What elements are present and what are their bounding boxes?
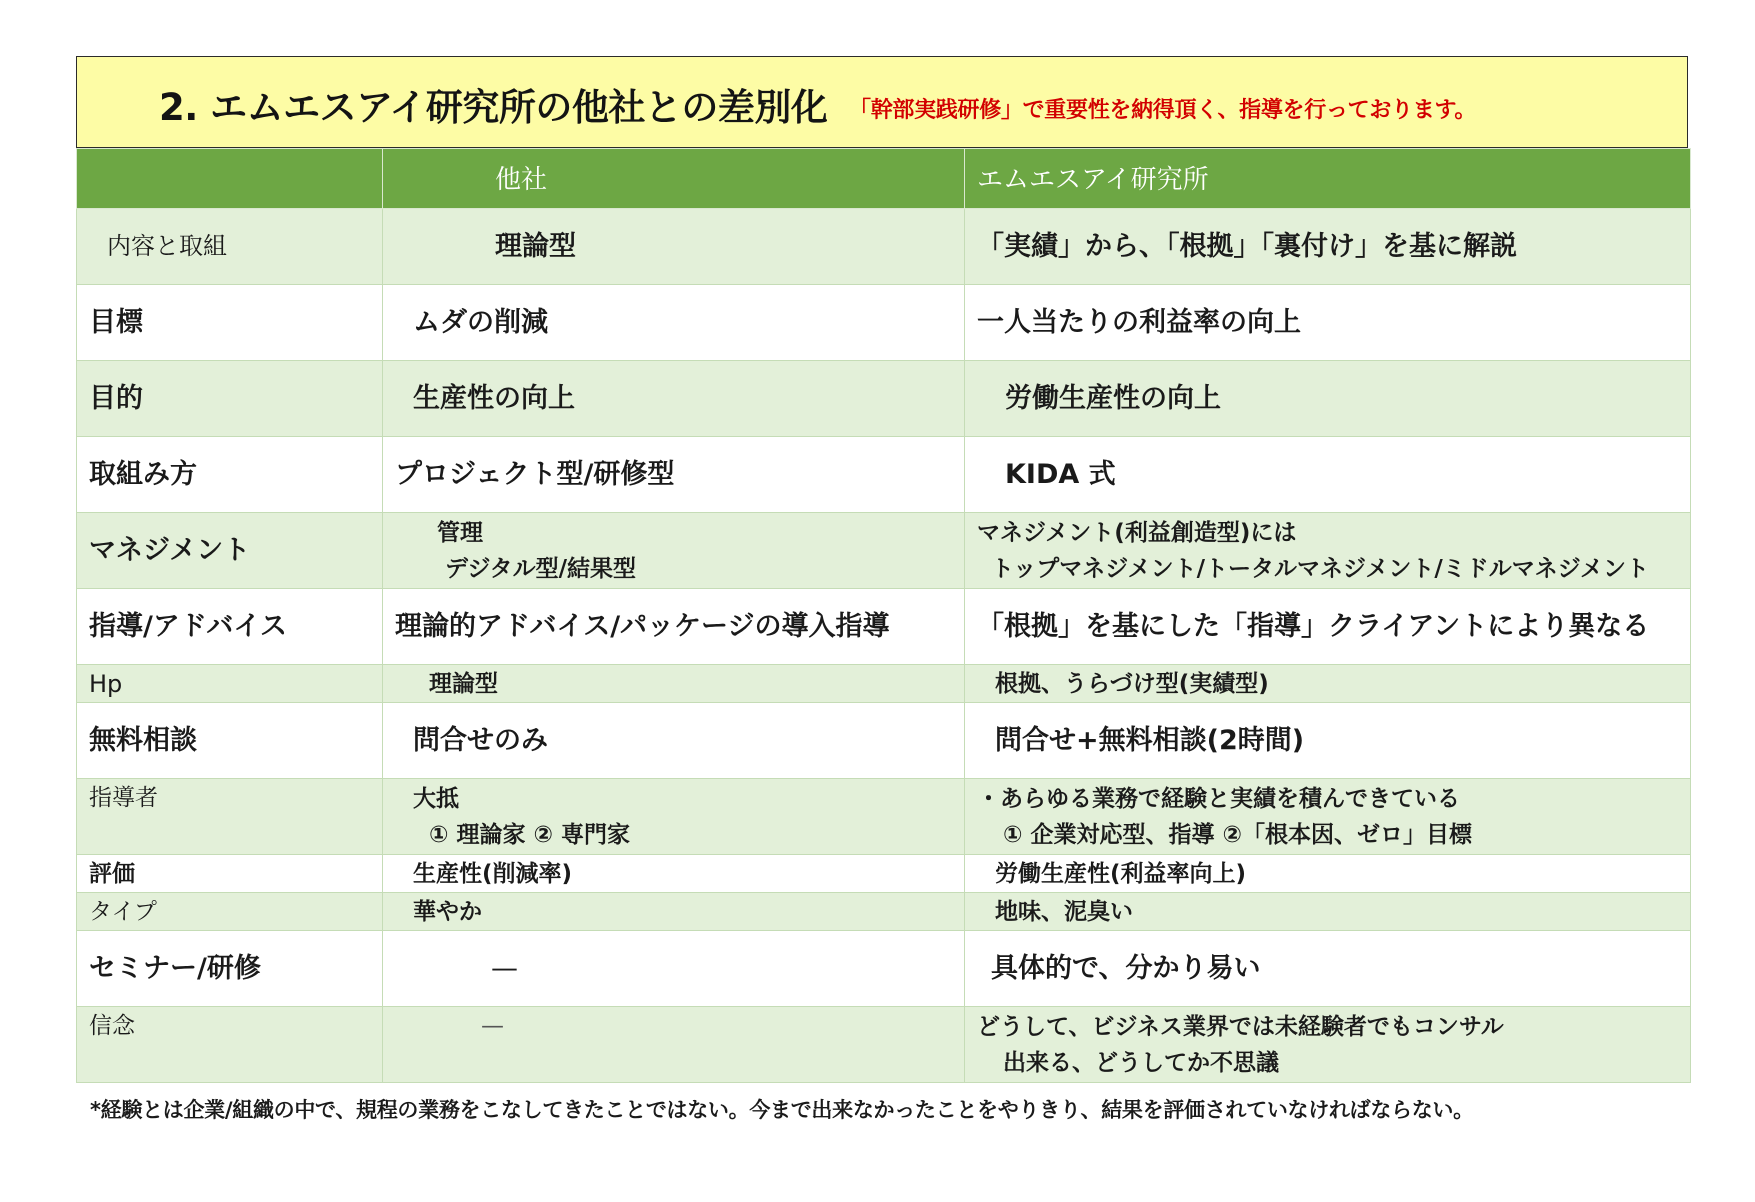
row-other: 生産性(削減率) [383,855,965,893]
row-msi: 労働生産性の向上 [965,361,1691,437]
row-label: 目的 [77,361,383,437]
row-label: 信念 [77,1007,383,1083]
row-msi: 「根拠」を基にした「指導」クライアントにより異なる [965,589,1691,665]
row-label: 指導/アドバイス [77,589,383,665]
row-label: マネジメント [77,513,383,589]
row-other: プロジェクト型/研修型 [383,437,965,513]
row-msi: 地味、泥臭い [965,893,1691,931]
table-row [77,437,1691,513]
row-msi: マネジメント(利益創造型)には トップマネジメント/トータルマネジメント/ミドルマネジメント [965,513,1691,589]
row-other: — [383,931,965,1007]
comparison-table [76,148,1691,1083]
row-label: 無料相談 [77,703,383,779]
table-row [77,1007,1691,1083]
table-row [77,855,1691,893]
row-other: — [383,1007,965,1083]
title-box [76,56,1688,148]
page-subtitle: 「幹部実践研修」で重要性を納得頂く、指導を行っております。 [849,98,1477,123]
table-row [77,209,1691,285]
table-row [77,779,1691,855]
row-label: セミナー/研修 [77,931,383,1007]
table-row [77,589,1691,665]
row-msi: 問合せ+無料相談(2時間) [965,703,1691,779]
row-label: 取組み方 [77,437,383,513]
row-label: 内容と取組 [77,209,383,285]
row-msi: ・あらゆる業務で経験と実績を積んできている ① 企業対応型、指導 ②「根本因、ゼロ」目標 [965,779,1691,855]
table-row [77,931,1691,1007]
row-other: 管理 デジタル型/結果型 [383,513,965,589]
header-cell-msi: エムエスアイ研究所 [965,149,1691,209]
table-header-row [77,149,1691,209]
row-msi: どうして、ビジネス業界では未経験者でもコンサル 出来る、どうしてか不思議 [965,1007,1691,1083]
table-row [77,285,1691,361]
row-other: 華やか [383,893,965,931]
table-row [77,361,1691,437]
table-row [77,513,1691,589]
page-title: 2. エムエスアイ研究所の他社との差別化 [159,86,828,129]
row-msi: 根拠、うらづけ型(実績型) [965,665,1691,703]
row-msi: 一人当たりの利益率の向上 [965,285,1691,361]
row-other: 理論的アドバイス/パッケージの導入指導 [383,589,965,665]
header-cell-label [77,149,383,209]
row-label: Hp [77,665,383,703]
row-label: 評価 [77,855,383,893]
row-other: 理論型 [383,665,965,703]
footnote: *経験とは企業/組織の中で、規程の業務をこなしてきたことではない。今まで出来なかったことをやりきり、結果を評価されていなければならない。 [90,1098,1474,1122]
table-row [77,893,1691,931]
header-cell-other: 他社 [383,149,965,209]
row-msi: 具体的で、分かり易い [965,931,1691,1007]
row-label: タイプ [77,893,383,931]
table-row [77,665,1691,703]
row-label: 目標 [77,285,383,361]
row-other: ムダの削減 [383,285,965,361]
row-other: 大抵 ① 理論家 ② 専門家 [383,779,965,855]
row-other: 生産性の向上 [383,361,965,437]
row-other: 問合せのみ [383,703,965,779]
row-msi: KIDA 式 [965,437,1691,513]
row-msi: 「実績」から、「根拠」「裏付け」を基に解説 [965,209,1691,285]
table-row [77,703,1691,779]
row-msi: 労働生産性(利益率向上) [965,855,1691,893]
row-label: 指導者 [77,779,383,855]
row-other: 理論型 [383,209,965,285]
